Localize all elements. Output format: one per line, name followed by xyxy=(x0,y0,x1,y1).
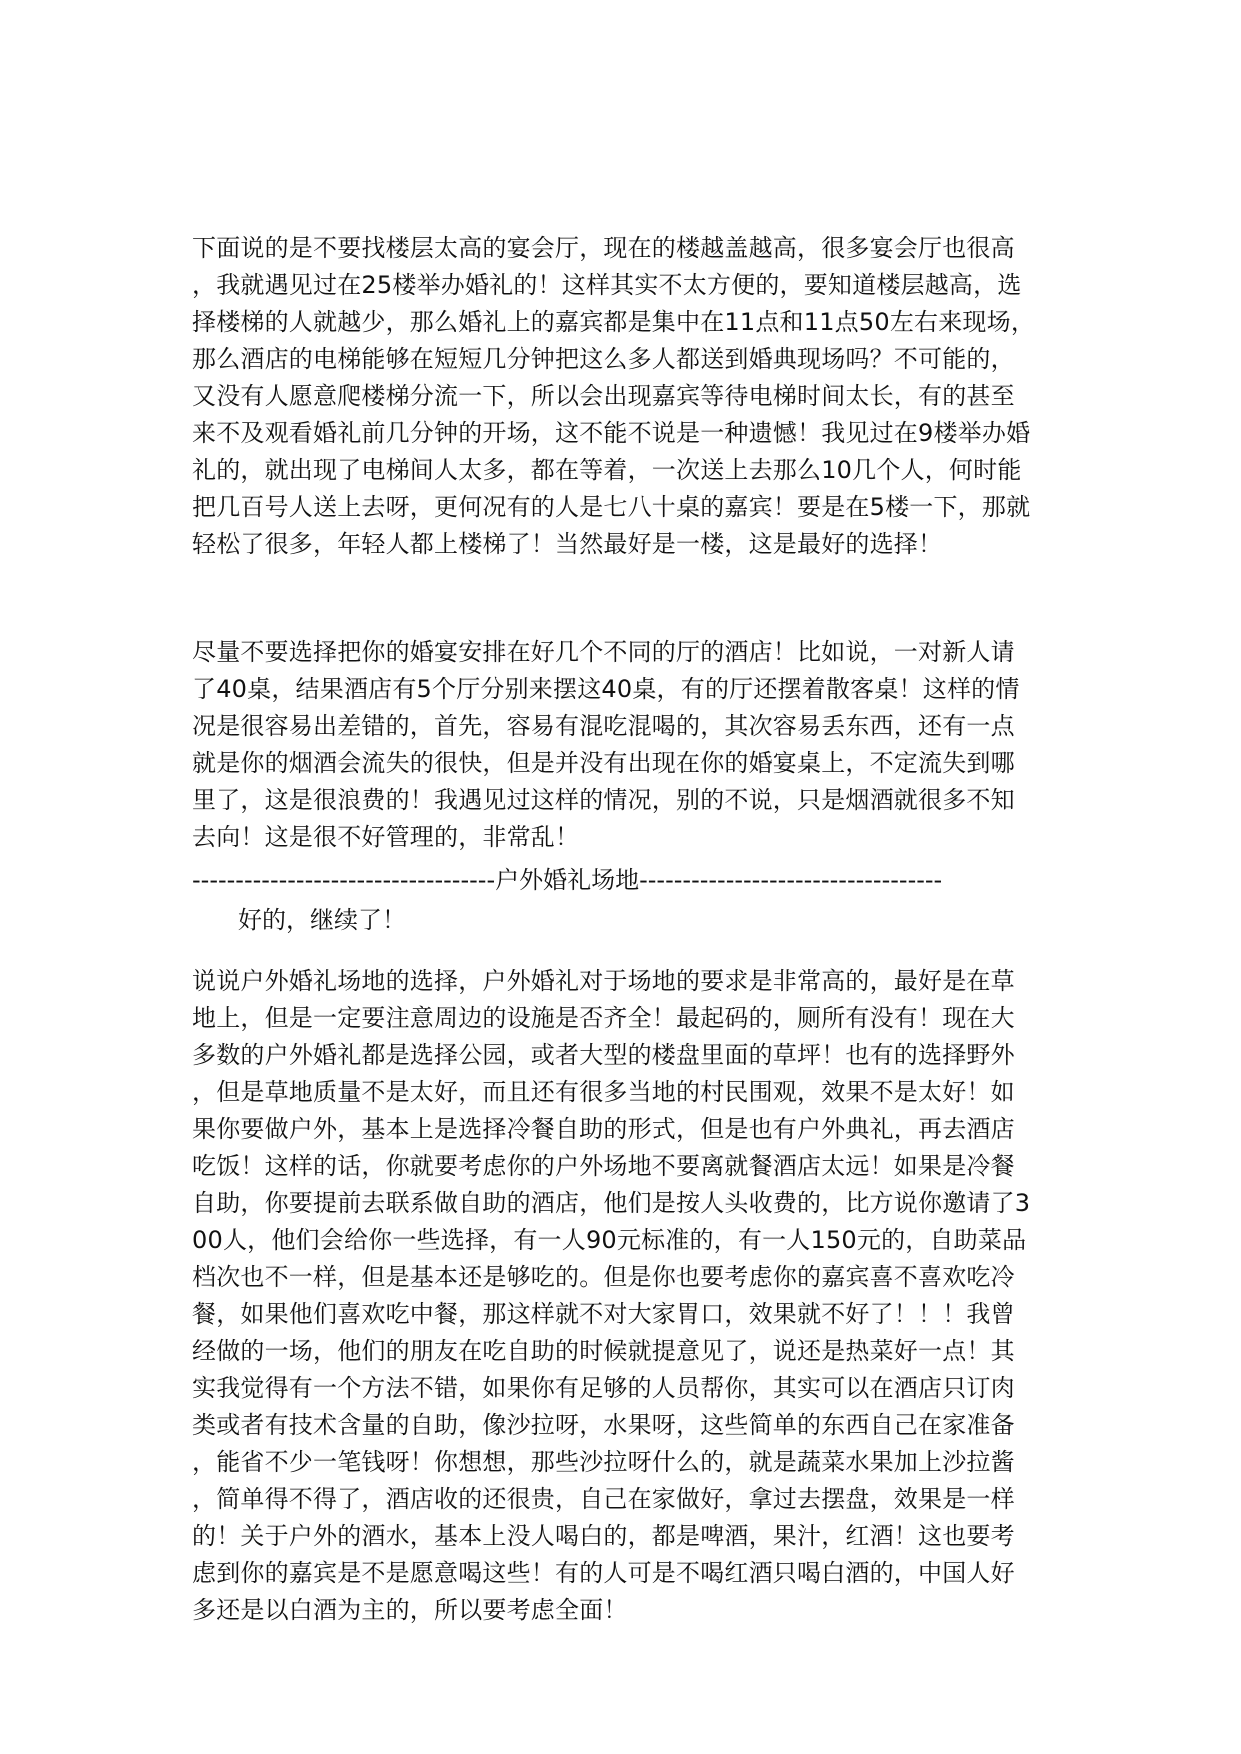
text-line: 自助，你要提前去联系做自助的酒店，他们是按人头收费的，比方说你邀请了3 xyxy=(192,1189,1031,1217)
text-line: 去向！这是很不好管理的，非常乱！ xyxy=(192,823,580,851)
section-separator: -----------------------------------户外婚礼场地----------------------------------- xyxy=(192,866,943,894)
paragraph-banquet-hall-floor xyxy=(192,230,1052,563)
text-line: 择楼梯的人就越少，那么婚礼上的嘉宾都是集中在11点和11点50左右来现场， xyxy=(192,308,1036,336)
text-line: ，能省不少一笔钱呀！你想想，那些沙拉呀什么的，就是蔬菜水果加上沙拉酱 xyxy=(192,1448,1015,1476)
text-line: 的！关于户外的酒水，基本上没人喝白的，都是啤酒，果汁，红酒！这也要考 xyxy=(192,1522,1015,1550)
paragraph-outdoor-venue xyxy=(192,963,1052,1629)
text-line: 吃饭！这样的话，你就要考虑你的户外场地不要离就餐酒店太远！如果是冷餐 xyxy=(192,1152,1015,1180)
text-line: ，简单得不得了，酒店收的还很贵，自己在家做好，拿过去摆盘，效果是一样 xyxy=(192,1485,1015,1513)
text-line: 类或者有技术含量的自助，像沙拉呀，水果呀，这些简单的东西自己在家准备 xyxy=(192,1411,1015,1439)
text-line: 经做的一场，他们的朋友在吃自助的时候就提意见了，说还是热菜好一点！其 xyxy=(192,1337,1015,1365)
greeting-line: 好的，继续了！ xyxy=(238,906,406,934)
text-line: 况是很容易出差错的，首先，容易有混吃混喝的，其次容易丢东西，还有一点 xyxy=(192,712,1015,740)
text-line: 餐，如果他们喜欢吃中餐，那这样就不对大家胃口，效果就不好了！！！我曾 xyxy=(192,1300,1015,1328)
text-line: 00人，他们会给你一些选择，有一人90元标准的，有一人150元的，自助菜品 xyxy=(192,1226,1027,1254)
text-line: 里了，这是很浪费的！我遇见过这样的情况，别的不说，只是烟酒就很多不知 xyxy=(192,786,1015,814)
text-line: 来不及观看婚礼前几分钟的开场，这不能不说是一种遗憾！我见过在9楼举办婚 xyxy=(192,419,1031,447)
text-line: 实我觉得有一个方法不错，如果你有足够的人员帮你，其实可以在酒店只订肉 xyxy=(192,1374,1015,1402)
text-line: 地上，但是一定要注意周边的设施是否齐全！最起码的，厕所有没有！现在大 xyxy=(192,1004,1015,1032)
text-line: 轻松了很多，年轻人都上楼梯了！当然最好是一楼，这是最好的选择！ xyxy=(192,530,943,558)
text-line: 多还是以白酒为主的，所以要考虑全面！ xyxy=(192,1596,628,1624)
paragraph-multiple-halls xyxy=(192,634,1052,856)
text-line: 果你要做户外，基本上是选择冷餐自助的形式，但是也有户外典礼，再去酒店 xyxy=(192,1115,1015,1143)
text-line: 多数的户外婚礼都是选择公园，或者大型的楼盘里面的草坪！也有的选择野外 xyxy=(192,1041,1015,1069)
text-line: 尽量不要选择把你的婚宴安排在好几个不同的厅的酒店！比如说，一对新人请 xyxy=(192,638,1015,666)
text-line: ，但是草地质量不是太好，而且还有很多当地的村民围观，效果不是太好！如 xyxy=(192,1078,1015,1106)
text-line: 礼的，就出现了电梯间人太多，都在等着，一次送上去那么10几个人，何时能 xyxy=(192,456,1022,484)
text-line: 说说户外婚礼场地的选择，户外婚礼对于场地的要求是非常高的，最好是在草 xyxy=(192,967,1015,995)
text-line: 把几百号人送上去呀，更何况有的人是七八十桌的嘉宾！要是在5楼一下，那就 xyxy=(192,493,1031,521)
text-line: 虑到你的嘉宾是不是愿意喝这些！有的人可是不喝红酒只喝白酒的，中国人好 xyxy=(192,1559,1015,1587)
text-line: 下面说的是不要找楼层太高的宴会厅，现在的楼越盖越高，很多宴会厅也很高 xyxy=(192,234,1015,262)
text-line: ，我就遇见过在25楼举办婚礼的！这样其实不太方便的，要知道楼层越高，选 xyxy=(192,271,1022,299)
text-line: 又没有人愿意爬楼梯分流一下，所以会出现嘉宾等待电梯时间太长，有的甚至 xyxy=(192,382,1015,410)
text-line: 了40桌，结果酒店有5个厅分别来摆这40桌，有的厅还摆着散客桌！这样的情 xyxy=(192,675,1020,703)
text-line: 那么酒店的电梯能够在短短几分钟把这么多人都送到婚典现场吗？不可能的， xyxy=(192,345,1015,373)
text-line: 档次也不一样，但是基本还是够吃的。但是你也要考虑你的嘉宾喜不喜欢吃冷 xyxy=(192,1263,1015,1291)
text-line: 就是你的烟酒会流失的很快，但是并没有出现在你的婚宴桌上，不定流失到哪 xyxy=(192,749,1015,777)
document-page xyxy=(192,0,1052,1754)
